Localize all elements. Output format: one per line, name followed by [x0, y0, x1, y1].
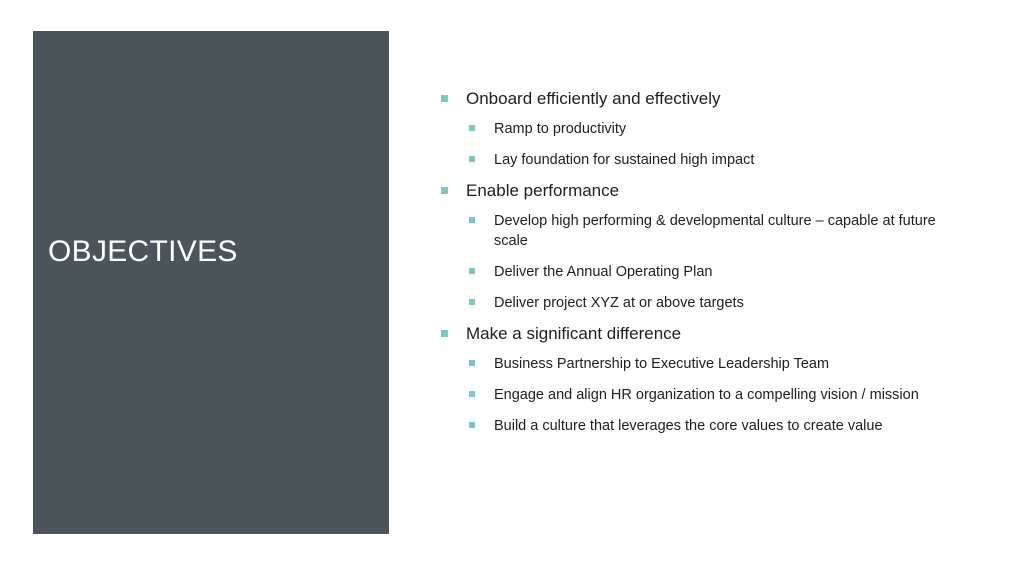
square-bullet-icon	[469, 125, 475, 131]
sub-bullet-item	[468, 119, 950, 139]
bullet-item	[440, 323, 950, 436]
sub-bullet-list	[440, 211, 950, 313]
bullet-text: Onboard efficiently and effectively	[466, 89, 721, 108]
bullet-item	[440, 88, 950, 170]
bullet-list	[440, 88, 950, 436]
square-bullet-icon	[469, 156, 475, 162]
square-bullet-icon	[469, 217, 475, 223]
sub-bullet-item	[468, 385, 950, 405]
sub-bullet-item	[468, 416, 950, 436]
sub-bullet-list	[440, 119, 950, 170]
sub-bullet-text: Build a culture that leverages the core values to create value	[494, 418, 883, 434]
square-bullet-icon	[441, 330, 448, 337]
sub-bullet-item	[468, 150, 950, 170]
square-bullet-icon	[441, 95, 448, 102]
sub-bullet-text: Ramp to productivity	[494, 121, 627, 137]
square-bullet-icon	[469, 391, 475, 397]
square-bullet-icon	[469, 299, 475, 305]
title-panel	[33, 31, 389, 534]
sub-bullet-list	[440, 354, 950, 436]
square-bullet-icon	[469, 360, 475, 366]
sub-bullet-item	[468, 293, 950, 313]
bullet-row	[440, 323, 950, 345]
bullet-text: Enable performance	[466, 181, 620, 200]
slide-content	[440, 88, 950, 446]
square-bullet-icon	[469, 422, 475, 428]
bullet-text: Make a significant difference	[466, 324, 682, 343]
sub-bullet-text: Deliver project XYZ at or above targets	[494, 295, 744, 311]
sub-bullet-item	[468, 262, 950, 282]
sub-bullet-item	[468, 211, 950, 251]
bullet-item	[440, 180, 950, 313]
bullet-row	[440, 180, 950, 202]
sub-bullet-text: Lay foundation for sustained high impact	[494, 152, 755, 168]
square-bullet-icon	[469, 268, 475, 274]
sub-bullet-text: Develop high performing & developmental culture – capable at future scale	[494, 213, 936, 249]
sub-bullet-text: Business Partnership to Executive Leadership Team	[494, 356, 830, 372]
sub-bullet-text: Engage and align HR organization to a compelling vision / mission	[494, 387, 919, 403]
sub-bullet-item	[468, 354, 950, 374]
sub-bullet-text: Deliver the Annual Operating Plan	[494, 264, 713, 280]
bullet-row	[440, 88, 950, 110]
slide-title: OBJECTIVES	[48, 235, 238, 268]
square-bullet-icon	[441, 187, 448, 194]
